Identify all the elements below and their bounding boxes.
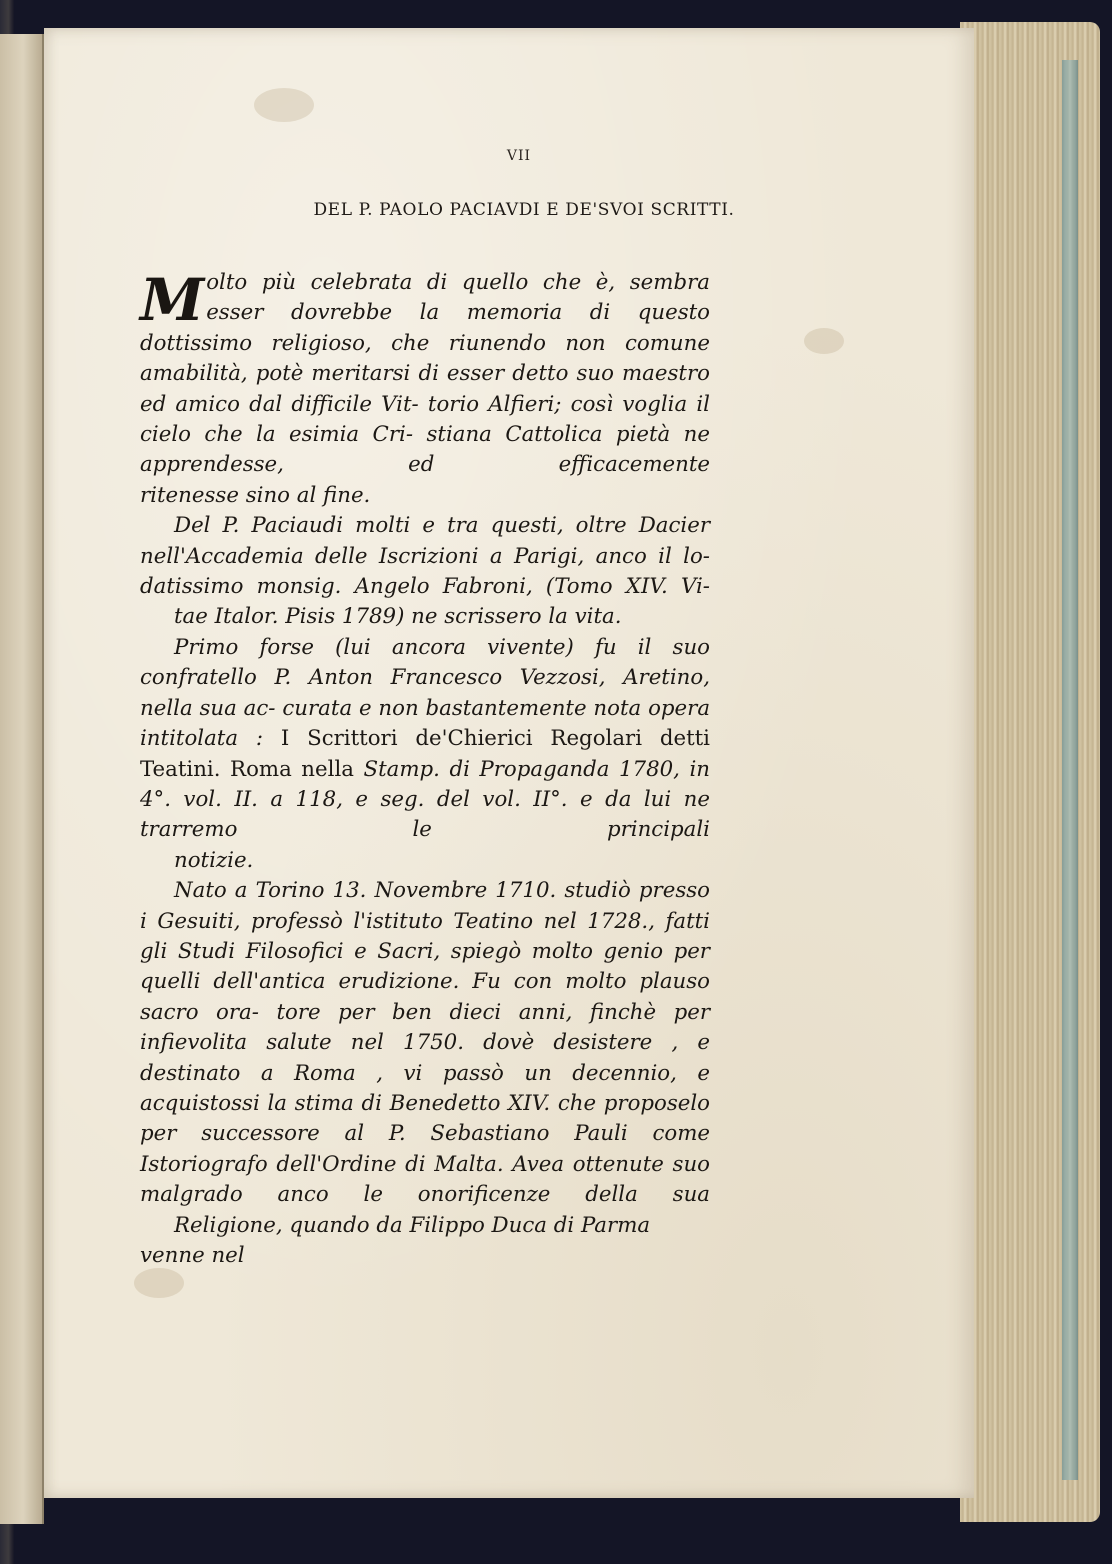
body-text bbox=[140, 268, 710, 1271]
text-line: Studi Filosofici e Sacri, spiegò molto genio per quelli bbox=[140, 938, 710, 995]
text-line: nell'Accademia delle Iscrizioni a Parigi, anco il lo- bbox=[140, 543, 710, 569]
paragraph-4 bbox=[140, 876, 710, 1271]
page-edges-tinted bbox=[1062, 60, 1078, 1480]
facing-page-edge bbox=[0, 34, 44, 1524]
text-line: Primo forse (lui ancora vivente) fu il suo confratello bbox=[140, 634, 710, 691]
text-line: Del P. Paciaudi molti e tra questi, oltre Dacier bbox=[174, 513, 710, 539]
text-line: Stamp. di Propaganda 1780, in 4°. vol. II. a 118, e bbox=[140, 756, 710, 812]
text-line: passò un decennio, e acquistossi la stima di Benedetto bbox=[140, 1060, 710, 1116]
text-line: curata e non bastantemente nota opera intitolata : bbox=[140, 695, 711, 752]
text-line: che riunendo non comune amabilità, potè meritarsi bbox=[140, 330, 710, 387]
text-line: stiana Cattolica pietà ne apprendesse, ed efficacemente bbox=[140, 422, 710, 478]
page-edges bbox=[960, 22, 1100, 1522]
text-line: olto più celebrata di quello che è, sembra esser bbox=[206, 270, 710, 326]
text-line: notizie. bbox=[174, 847, 254, 873]
text-line: dell'antica erudizione. Fu con molto plauso sacro ora- bbox=[140, 969, 710, 1025]
foxing-stain bbox=[254, 88, 314, 122]
text-line: Pauli come Istoriografo dell'Ordine di Malta. Avea bbox=[140, 1121, 710, 1177]
text-line: Religione, quando da Filippo Duca di Parma venne nel bbox=[140, 1212, 651, 1268]
text-line: datissimo monsig. Angelo Fabroni, (Tomo XIV. Vi- bbox=[140, 574, 710, 600]
foxing-stain bbox=[134, 1268, 184, 1298]
text-line: i Gesuiti, professò l'istituto Teatino nel 1728., fatti gli bbox=[140, 908, 710, 964]
book-page bbox=[44, 28, 974, 1498]
text-line: Nato a Torino 13. Novembre 1710. studiò presso bbox=[174, 878, 710, 904]
text-line: tae Italor. Pisis 1789) ne scrissero la vita. bbox=[174, 604, 622, 630]
paragraph-3 bbox=[140, 633, 710, 876]
foxing-stain bbox=[804, 328, 844, 354]
paragraph-2 bbox=[140, 511, 710, 633]
text-line: dovrebbe la memoria di questo dottissimo religioso, bbox=[140, 300, 710, 356]
paragraph-1 bbox=[140, 268, 710, 511]
text-line: di esser detto suo maestro ed amico dal difficile Vit- bbox=[140, 361, 710, 417]
text-line: ritenesse sino al fine. bbox=[140, 482, 371, 508]
text-line: tore per ben dieci anni, finchè per infievolita salute bbox=[140, 999, 710, 1056]
text-line: I Scrittori de'Chierici Regolari detti Teatini. Roma nella bbox=[140, 726, 710, 782]
text-line: seg. del vol. II°. e da lui ne trarremo le principali bbox=[140, 786, 710, 843]
drop-cap: M bbox=[140, 266, 205, 334]
text-line: nel 1750. dovè desistere , e destinato a Roma , vi bbox=[140, 1030, 710, 1086]
text-line: ottenute suo malgrado anco le onorificenze della sua bbox=[140, 1151, 710, 1208]
text-line: XIV. che proposelo per successore al P. Sebastiano bbox=[140, 1090, 711, 1147]
page-number: VII bbox=[506, 148, 532, 164]
text-line: P. Anton Francesco Vezzosi, Aretino, nella sua ac- bbox=[140, 665, 710, 721]
text-line: torio Alfieri; così voglia il cielo che la esimia Cri- bbox=[140, 391, 710, 448]
chapter-heading: DEL P. PAOLO PACIAVDI E DE'SVOI SCRITTI. bbox=[313, 200, 735, 220]
